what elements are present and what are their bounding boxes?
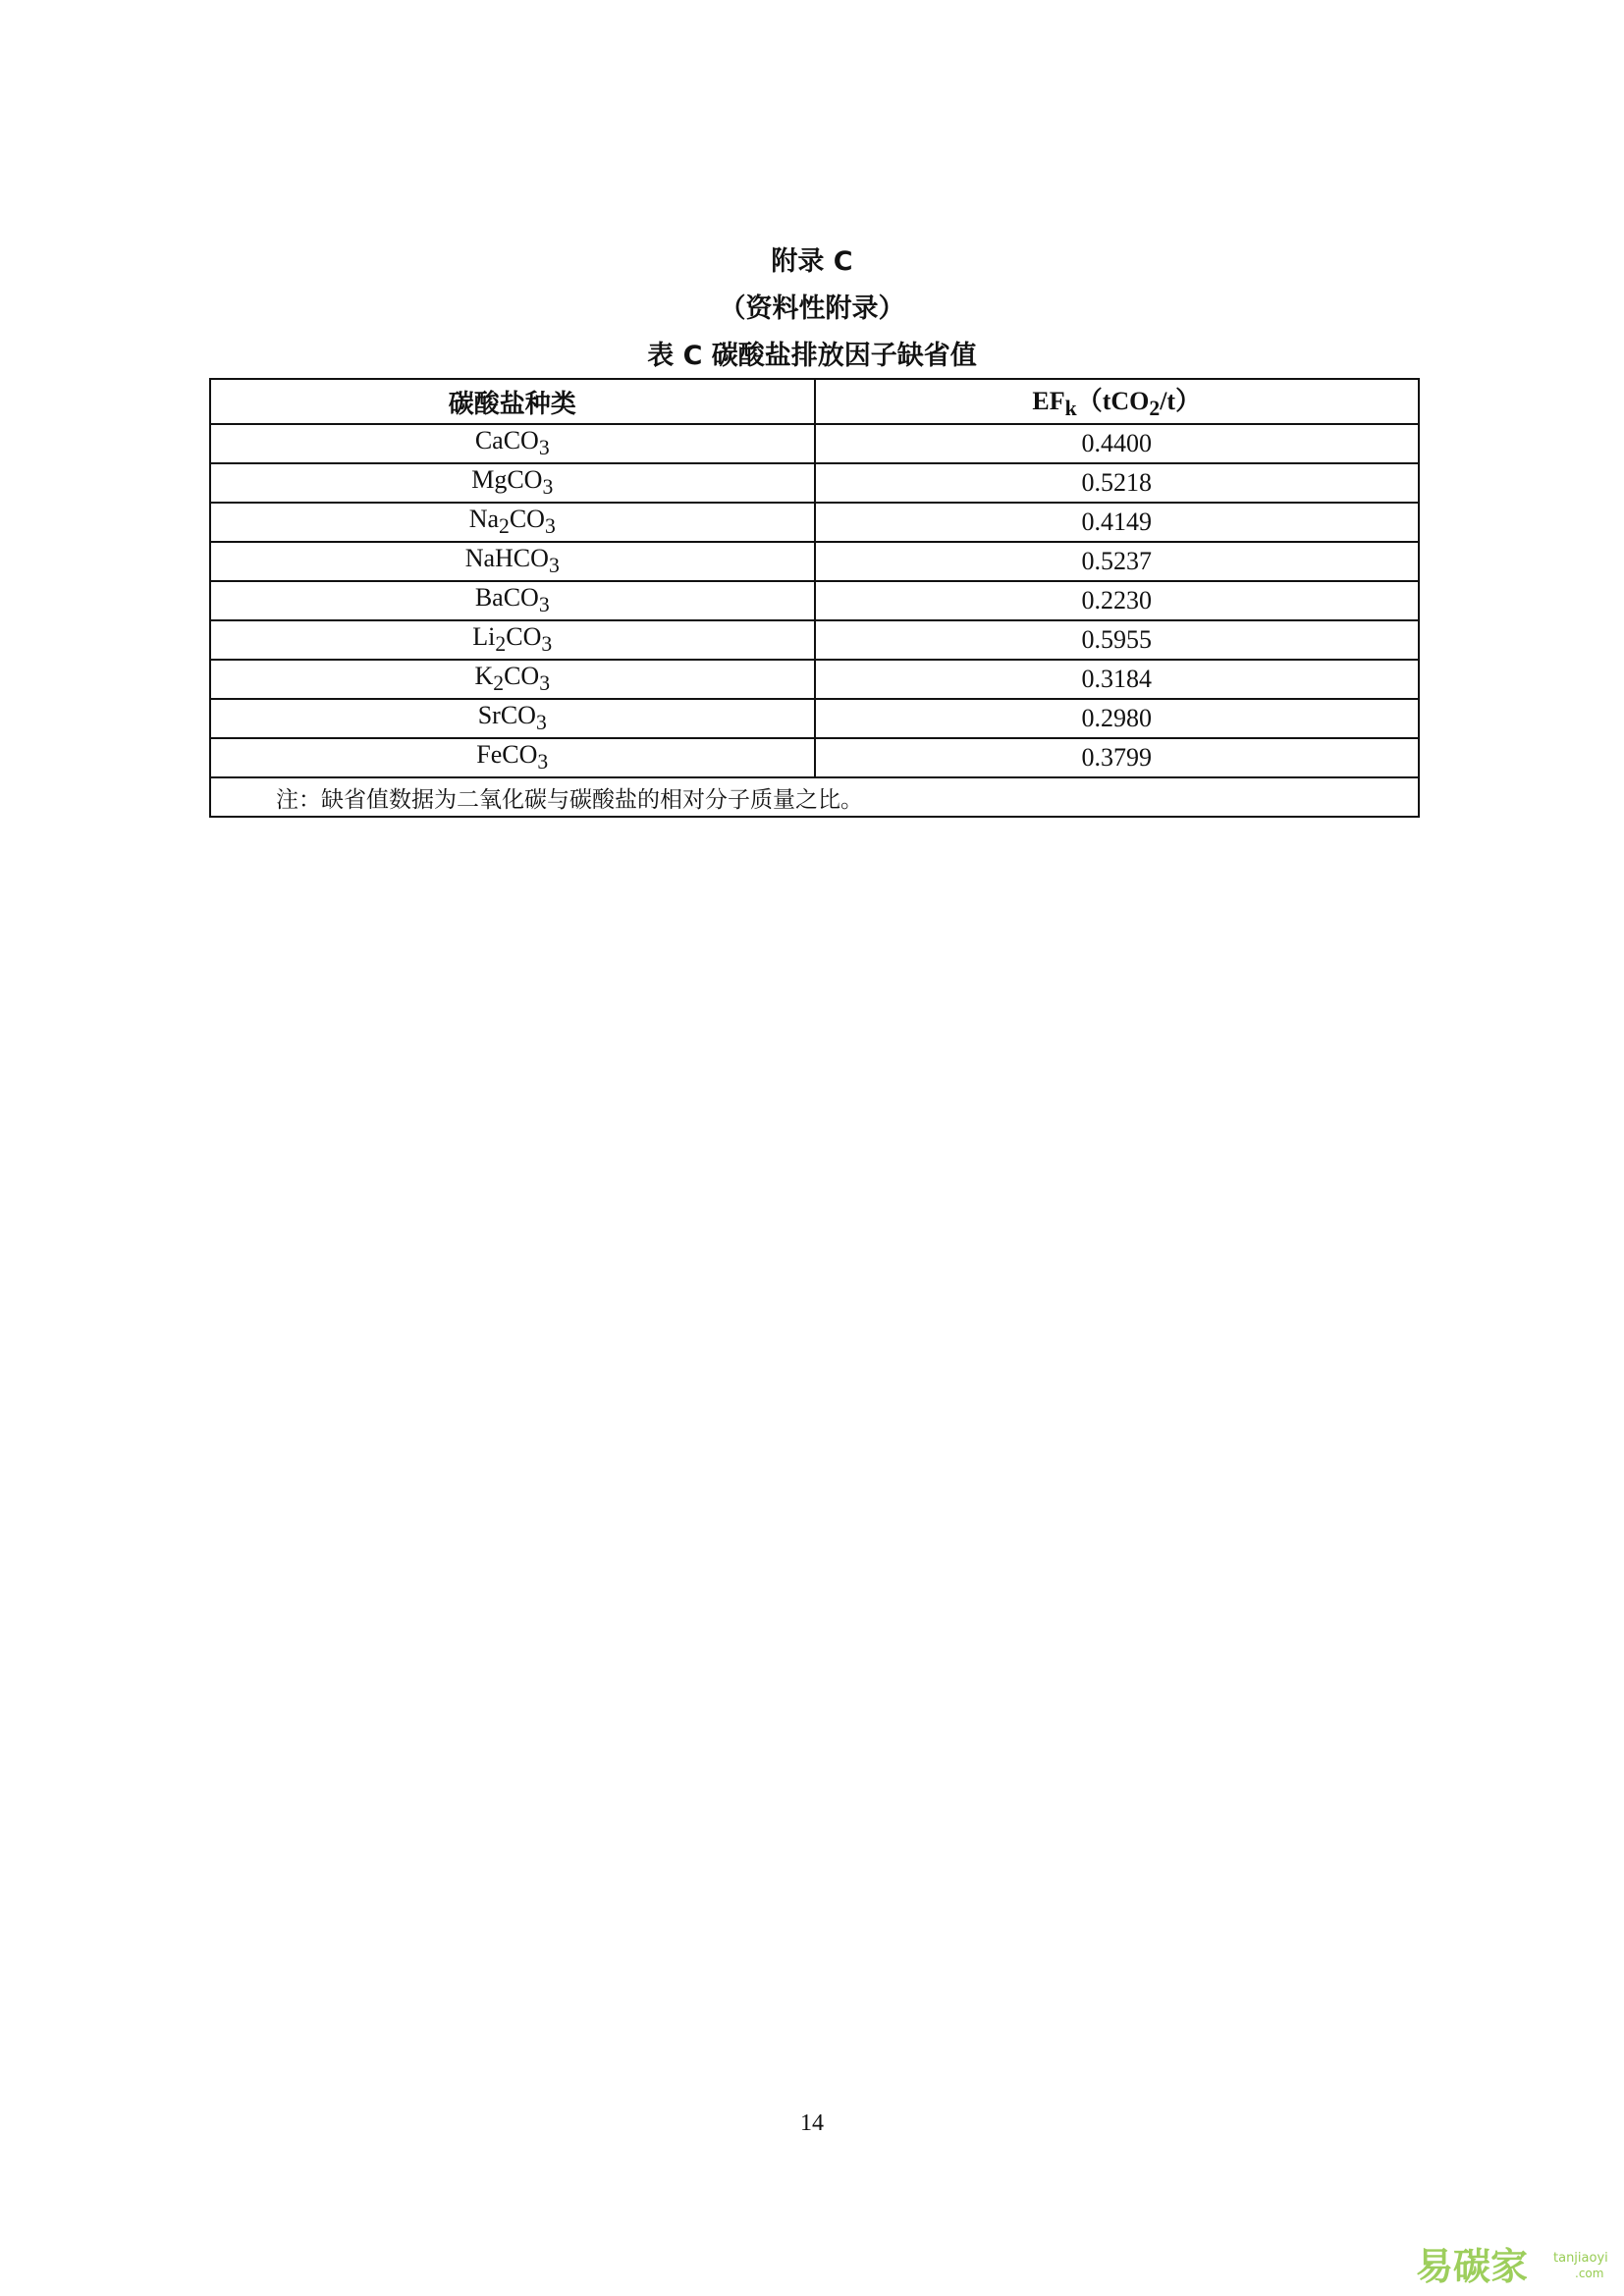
table-row	[210, 503, 1419, 542]
formula-subscript: 3	[538, 436, 550, 460]
table-row	[210, 738, 1419, 777]
ef-subscript: k	[1064, 397, 1077, 421]
watermark-logo	[1414, 2240, 1620, 2289]
carbonate-type-header: 碳酸盐种类	[210, 379, 815, 424]
ef-unit-close: /t）	[1160, 387, 1202, 416]
formula-subscript: 2	[499, 514, 510, 539]
formula-text: CO	[509, 505, 545, 534]
table-row	[210, 542, 1419, 581]
appendix-title: 附录 C	[771, 246, 853, 277]
table-row	[210, 660, 1419, 699]
table-header-row	[210, 379, 1419, 424]
table-note: 注：缺省值数据为二氧化碳与碳酸盐的相对分子质量之比。	[210, 777, 1419, 817]
ef-unit-open: （tCO	[1076, 387, 1150, 416]
table-row	[210, 699, 1419, 738]
carbonate-formula-cell	[210, 699, 815, 738]
formula-subscript: 3	[542, 475, 554, 500]
ef-unit-subscript: 2	[1149, 397, 1161, 421]
formula-subscript: 3	[548, 554, 560, 578]
emission-factor-cell: 0.4400	[815, 424, 1420, 463]
note-row	[210, 777, 1419, 817]
carbonate-formula-cell	[210, 463, 815, 503]
table-body	[210, 424, 1419, 777]
watermark-site: tanjiaoyi	[1553, 2251, 1608, 2266]
formula-subscript: 3	[539, 671, 551, 696]
table-row	[210, 620, 1419, 660]
formula-text: BaCO	[474, 583, 539, 613]
formula-subscript: 2	[493, 671, 505, 696]
formula-text: FeCO	[476, 740, 538, 770]
carbonate-formula-cell	[210, 620, 815, 660]
carbonate-formula-cell	[210, 738, 815, 777]
emission-factor-cell: 0.2230	[815, 581, 1420, 620]
emission-factor-cell: 0.2980	[815, 699, 1420, 738]
formula-subscript: 3	[538, 593, 550, 617]
formula-text: Na	[468, 505, 500, 534]
table-row	[210, 463, 1419, 503]
carbonate-formula-cell	[210, 503, 815, 542]
formula-text: K	[474, 662, 494, 691]
table-row	[210, 424, 1419, 463]
formula-subscript: 3	[537, 750, 549, 774]
carbonate-formula-cell	[210, 660, 815, 699]
formula-text: SrCO	[477, 701, 536, 730]
watermark-brand: 易碳家	[1416, 2245, 1529, 2288]
carbonate-formula-cell	[210, 542, 815, 581]
emission-factor-cell: 0.3799	[815, 738, 1420, 777]
emission-factor-cell: 0.4149	[815, 503, 1420, 542]
formula-text: CaCO	[474, 426, 539, 455]
appendix-subtitle: （资料性附录）	[719, 294, 905, 324]
emission-factor-cell: 0.5218	[815, 463, 1420, 503]
emission-factor-cell: 0.5237	[815, 542, 1420, 581]
formula-subscript: 3	[535, 711, 547, 735]
watermark-tld: .com	[1575, 2267, 1604, 2280]
emission-factor-table	[209, 378, 1420, 818]
formula-text: MgCO	[471, 465, 543, 495]
emission-factor-header	[815, 379, 1420, 424]
carbonate-formula-cell	[210, 424, 815, 463]
formula-text: CO	[504, 662, 540, 691]
formula-text: CO	[506, 622, 542, 652]
table-caption: 表 C 碳酸盐排放因子缺省值	[647, 341, 977, 371]
formula-subscript: 3	[541, 632, 553, 657]
formula-subscript: 2	[495, 632, 507, 657]
carbonate-formula-cell	[210, 581, 815, 620]
emission-factor-cell: 0.3184	[815, 660, 1420, 699]
page-number: 14	[800, 2110, 824, 2136]
table-row	[210, 581, 1419, 620]
ef-prefix: EF	[1032, 387, 1065, 416]
formula-text: NaHCO	[464, 544, 549, 573]
formula-subscript: 3	[544, 514, 556, 539]
formula-text: Li	[472, 622, 496, 652]
emission-factor-cell: 0.5955	[815, 620, 1420, 660]
